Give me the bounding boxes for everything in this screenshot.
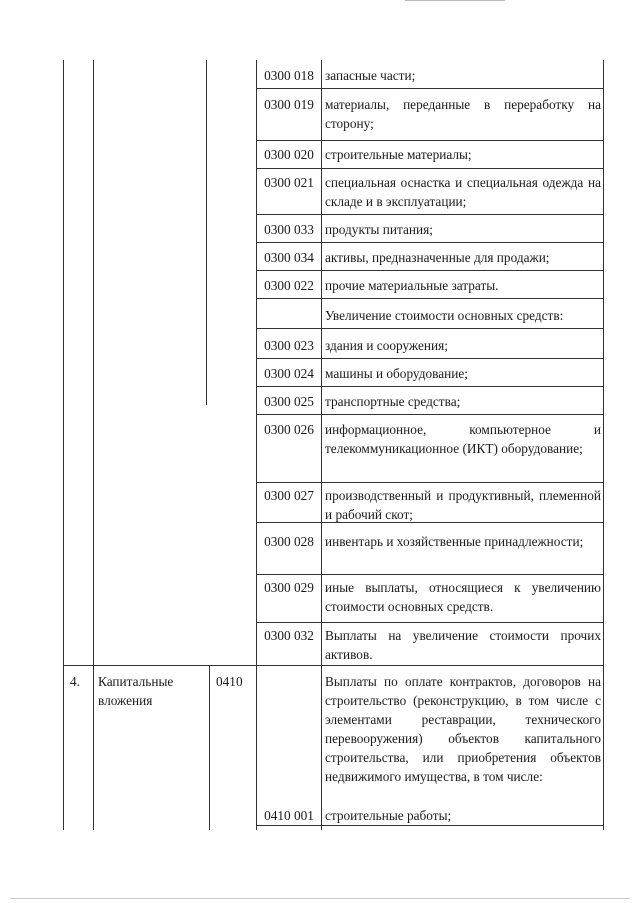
scan-edge-mark	[405, 0, 505, 1]
account-description: машины и оборудование;	[325, 366, 468, 381]
row-separator	[256, 574, 604, 575]
row-separator	[256, 482, 604, 483]
section-description: Выплаты по оплате контрактов, договоров на строительство (реконструкцию, в том числе с элементами реставрации, технического перевооружения) объектов капитального строительства, или приобретения объектов недвижимого имущества, в том числе:	[325, 674, 601, 784]
scan-bottom-edge	[10, 898, 630, 899]
row-separator	[256, 298, 604, 299]
row-separator	[256, 88, 604, 89]
account-code: 0300 034	[264, 250, 314, 265]
row-separator	[256, 358, 604, 359]
account-code: 0300 026	[264, 422, 314, 437]
section-name: Капитальные вложения	[98, 674, 174, 708]
row-separator	[256, 328, 604, 329]
row-separator	[256, 242, 604, 243]
account-code: 0300 018	[264, 68, 314, 83]
account-description: активы, предназначенные для продажи;	[325, 250, 550, 265]
account-code: 0300 022	[264, 278, 314, 293]
row-separator	[256, 270, 604, 271]
account-code: 0300 020	[264, 147, 314, 162]
account-description: запасные части;	[325, 68, 416, 83]
column-divider-3	[256, 60, 257, 830]
account-code: 0300 023	[264, 338, 314, 353]
account-description: строительные работы;	[325, 808, 452, 823]
account-description: специальная оснастка и специальная одежда на складе и в эксплуатации;	[325, 175, 601, 209]
account-description: продукты питания;	[325, 222, 433, 237]
column-divider-1	[93, 60, 94, 830]
account-code: 0300 027	[264, 488, 314, 503]
account-code: 0300 024	[264, 366, 314, 381]
account-description: материалы, переданные в переработку на сторону;	[325, 97, 601, 131]
table-border-left	[63, 60, 64, 830]
account-description: Выплаты на увеличение стоимости прочих активов.	[325, 628, 601, 662]
group-heading: Увеличение стоимости основных средств:	[325, 308, 564, 323]
section-separator	[63, 665, 604, 666]
column-divider-2	[206, 60, 207, 405]
account-code: 0300 019	[264, 97, 314, 112]
column-divider-2-lower	[209, 665, 210, 830]
row-separator	[256, 168, 604, 169]
account-description: информационное, компьютерное и телекоммуникационное (ИКТ) оборудование;	[325, 422, 601, 456]
account-code: 0300 025	[264, 394, 314, 409]
account-description: прочие материальные затраты.	[325, 278, 499, 293]
account-code: 0300 029	[264, 580, 314, 595]
account-description: инвентарь и хозяйственные принадлежности;	[325, 534, 584, 549]
account-code: 0300 028	[264, 534, 314, 549]
account-code: 0410 001	[264, 808, 314, 823]
account-description: здания и сооружения;	[325, 338, 448, 353]
row-separator	[256, 386, 604, 387]
column-divider-4	[321, 60, 322, 830]
section-code: 0410	[216, 674, 243, 689]
row-separator	[256, 825, 604, 826]
row-separator	[256, 414, 604, 415]
account-description: иные выплаты, относящиеся к увеличению стоимости основных средств.	[325, 580, 601, 614]
section-number: 4.	[70, 674, 80, 689]
row-separator	[256, 140, 604, 141]
table-border-right	[603, 60, 604, 830]
row-separator	[256, 622, 604, 623]
row-separator	[256, 214, 604, 215]
account-code: 0300 032	[264, 628, 314, 643]
account-code: 0300 033	[264, 222, 314, 237]
account-description: строительные материалы;	[325, 147, 472, 162]
account-code: 0300 021	[264, 175, 314, 190]
account-description: производственный и продуктивный, племенной и рабочий скот;	[325, 488, 601, 522]
account-description: транспортные средства;	[325, 394, 461, 409]
